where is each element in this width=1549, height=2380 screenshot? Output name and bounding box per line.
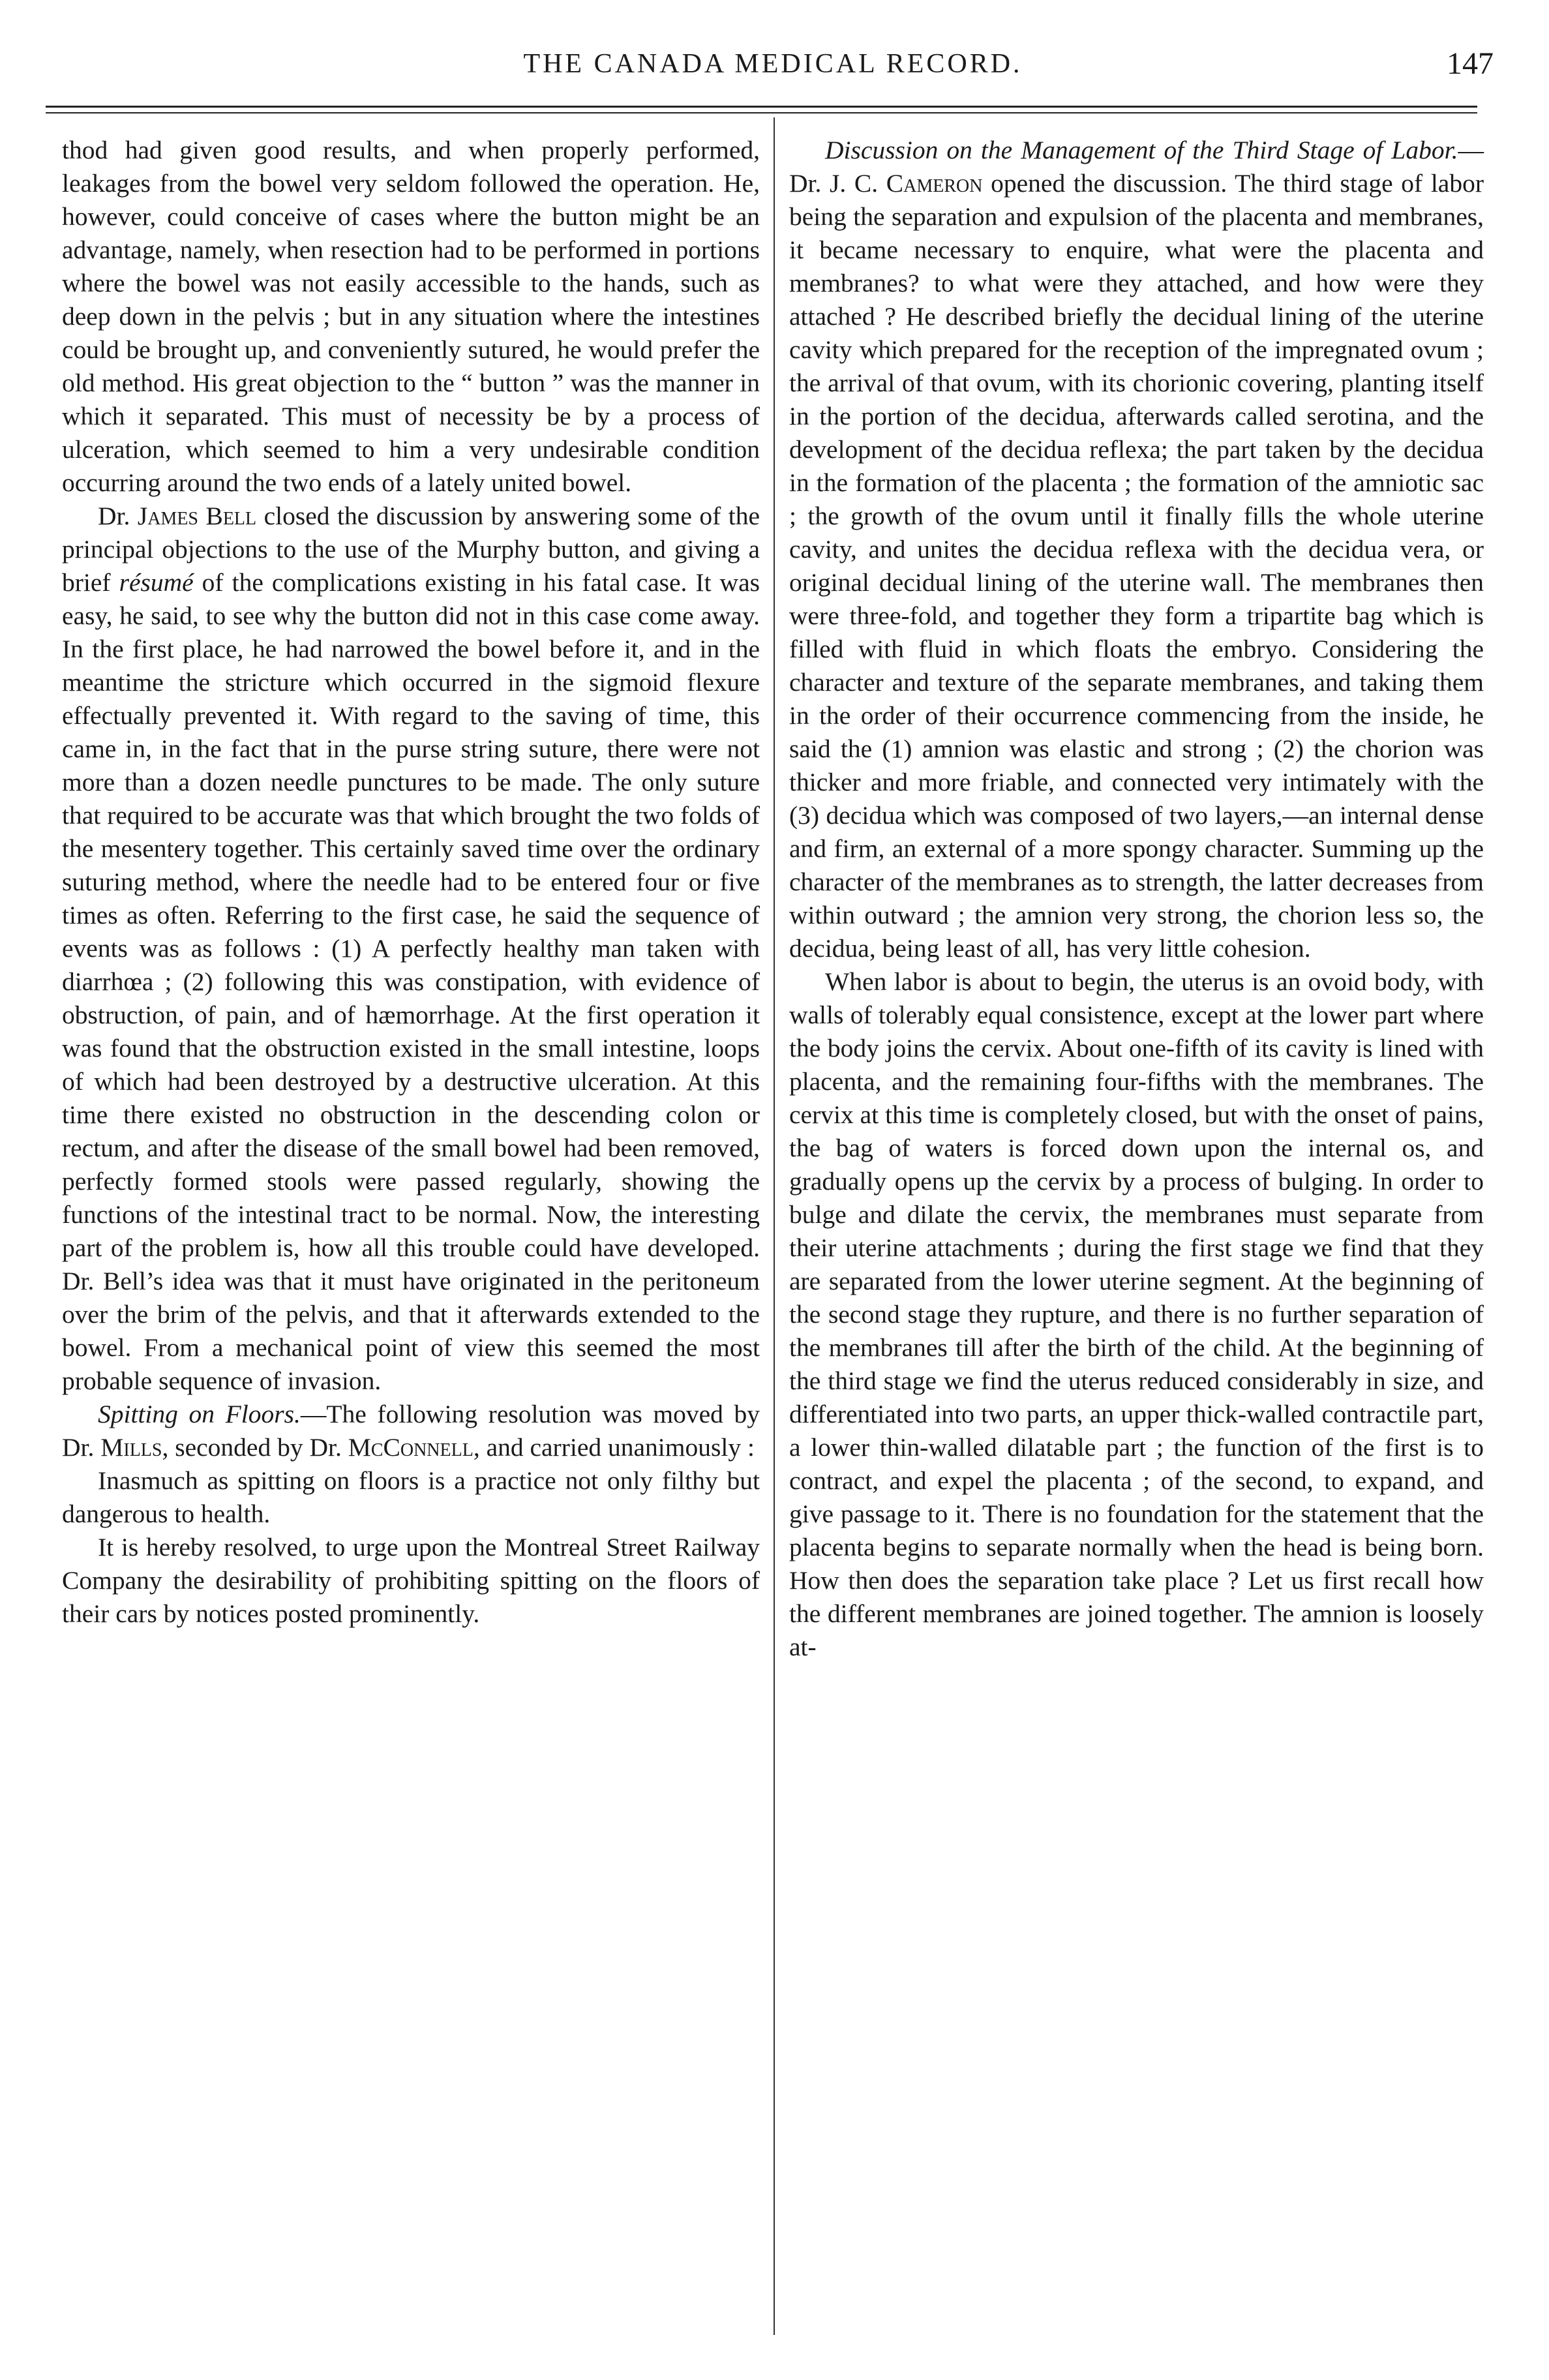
running-title: THE CANADA MEDICAL RECORD.	[523, 49, 1023, 79]
right-column	[789, 134, 1484, 1664]
paragraph-text: It is hereby resolved, to urge upon the Montreal Street Railway Company the desirability of prohibiting spitting on the floors of their cars by notices posted prominently.	[62, 1533, 760, 1628]
speaker-name: James Bell	[137, 502, 257, 530]
left-column	[62, 134, 760, 1631]
paragraph-text: —Dr. J. C.	[789, 136, 1484, 198]
paragraph-spitting-resolution	[62, 1398, 760, 1464]
section-heading: Discussion on the Management of the Third Stage of Labor.	[825, 136, 1458, 164]
section-heading: Spitting on Floors.	[98, 1400, 301, 1428]
speaker-name: McConnell	[348, 1433, 474, 1462]
paragraph-text: opened the discussion. The third stage of labor being the separation and expulsion of the placenta and membranes, it became necessary to enquire, what were the placenta and membranes? to what were they attached, and how were they attached ? He described briefly the decidual lining of the uterine cavity which prepared for the reception of the impregnated ovum ; the arrival of that ovum, with its chorionic covering, planting itself in the portion of the decidua, afterwards called serotina, and the development of the decidua reflexa; the part taken by the decidua in the formation of the placenta ; the formation of the amniotic sac ; the growth of the ovum until it finally fills the whole uterine cavity, and unites the decidua reflexa with the decidua vera, or original decidual lining of the uterine wall. The membranes then were three-fold, and together they form a tripartite bag which is filled with fluid in which floats the embryo. Considering the character and texture of the separate membranes, and taking them in the order of their occurrence commencing from the inside, he said the (1) amnion was elastic and strong ; (2) the chorion was thicker and more friable, and connected very intimately with the (3) decidua which was composed of two layers,—an internal dense and firm, an external of a more spongy character. Summing up the character of the membranes as to strength, the latter decreases from within outward ; the amnion very strong, the chorion less so, the decidua, being least of all, has very little cohesion.	[789, 169, 1484, 963]
paragraph-text: , and carried unanimously :	[473, 1433, 755, 1462]
paragraph-labor-begins	[789, 965, 1484, 1664]
paragraph-bell-closing	[62, 500, 760, 1398]
paragraph-inasmuch	[62, 1464, 760, 1531]
paragraph-text: closed the discussion by answering some of the principal objections to the use of the Murphy button, and giving a brief	[62, 502, 760, 597]
paragraph-text: Dr.	[98, 502, 138, 530]
running-head	[46, 46, 1500, 91]
header-rule-upper	[46, 106, 1477, 108]
paragraph-text: When labor is about to begin, the uterus is an ovoid body, with walls of tolerably equal consistence, except at the lower part where the body joins the cervix. About one-fifth of its cavity is lined with placenta, and the remaining four-fifths with the membranes. The cervix at this time is completely closed, but with the onset of pains, the bag of waters is forced down upon the internal os, and gradually opens up the cervix by a process of bulging. In order to bulge and dilate the cervix, the membranes must separate from their uterine attachments ; during the first stage we find that they are separated from the lower uterine segment. At the beginning of the second stage they rupture, and there is no further separation of the membranes till after the birth of the child. At the beginning of the third stage we find the uterus reduced considerably in size, and differentiated into two parts, an upper thick-walled contractile part, a lower thin-walled dilatable part ; the function of the first is to contract, and expel the placenta ; of the second, to expand, and give passage to it. There is no foundation for the statement that the placenta begins to separate normally when the head is being born. How then does the separation take place ? Let us first recall how the different membranes are joined together. The amnion is loosely at-	[789, 967, 1484, 1661]
header-rule-lower	[46, 112, 1477, 113]
column-divider	[774, 117, 775, 2335]
italic-term: résumé	[119, 568, 194, 597]
page-number: 147	[1447, 46, 1494, 81]
paragraph-text: of the complications existing in his fatal case. It was easy, he said, to see why the button did not in this case come away. In the first place, he had narrowed the bowel before it, and in the meantime the stricture which occurred in the sigmoid flexure effectually prevented it. With regard to the saving of time, this came in, in the fact that in the purse string suture, there were not more than a dozen needle punctures to be made. The only suture that required to be accurate was that which brought the two folds of the mesentery together. This certainly saved time over the ordinary suturing method, where the needle had to be entered four or five times as often. Referring to the first case, he said the sequence of events was as follows : (1) A perfectly healthy man taken with diarrhœa ; (2) following this was constipation, with evidence of obstruction, of pain, and of hæmorrhage. At the first operation it was found that the obstruction existed in the small intestine, loops of which had been destroyed by a destructive ulceration. At this time there existed no obstruction in the descending colon or rectum, and after the disease of the small bowel had been removed, perfectly formed stools were passed regularly, showing the functions of the intestinal tract to be normal. Now, the interesting part of the problem is, how all this trouble could have developed. Dr. Bell’s idea was that it must have originated in the peritoneum over the brim of the pelvis, and that it afterwards extended to the bowel. From a mechanical point of view this seemed the most probable sequence of invasion.	[62, 568, 760, 1395]
paragraph-resolved	[62, 1531, 760, 1631]
paragraph-third-stage-discussion	[789, 134, 1484, 965]
paragraph-text: —The following resolution was moved by Dr.	[62, 1400, 760, 1462]
paragraph-text: Inasmuch as spitting on floors is a practice not only filthy but dangerous to health.	[62, 1466, 760, 1528]
speaker-name: Mills	[100, 1433, 162, 1462]
paragraph-continuation	[62, 134, 760, 500]
paragraph-text: thod had given good results, and when properly performed, leakages from the bowel very seldom followed the operation. He, however, could conceive of cases where the button might be an advantage, namely, when resection had to be performed in portions where the bowel was not easily accessible to the hands, such as deep down in the pelvis ; but in any situation where the intestines could be brought up, and conveniently sutured, he would prefer the old method. His great objection to the “ button ” was the manner in which it separated. This must of necessity be by a process of ulceration, which seemed to him a very undesirable condition occurring around the two ends of a lately united bowel.	[62, 136, 760, 497]
paragraph-text: , seconded by Dr.	[162, 1433, 348, 1462]
speaker-name: Cameron	[886, 169, 983, 198]
